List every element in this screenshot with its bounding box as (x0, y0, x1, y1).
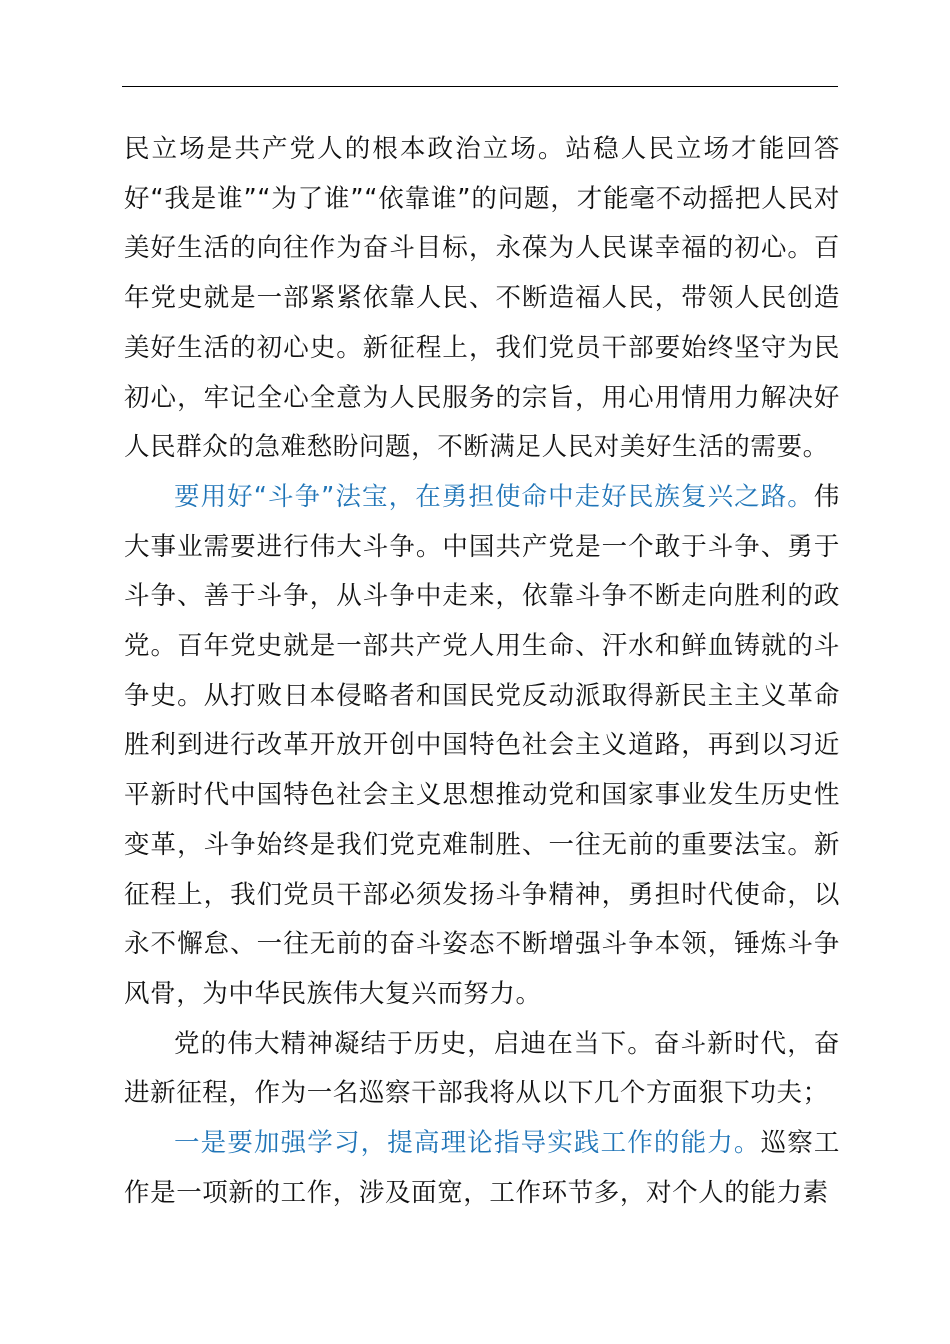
paragraph-spirit (124, 1020, 840, 1119)
paragraph-text: 伟大事业需要进行伟大斗争。中国共产党是一个敢于斗争、勇于斗争、善于斗争，从斗争中走来，依靠斗争不断走向胜利的政党。百年党史就是一部共产党人用生命、汗水和鲜血铸就的斗争史。从打败日本侵略者和国民党反动派取得新民主主义革命胜利到进行改革开放开创中国特色社会主义道路，再到以习近平新时代中国特色社会主义思想推动党和国家事业发生历史性变革，斗争始终是我们党克难制胜、一往无前的重要法宝。新征程上，我们党员干部必须发扬斗争精神，勇担时代使命，以永不懈怠、一往无前的奋斗姿态不断增强斗争本领，锤炼斗争风骨，为中华民族伟大复兴而努力。 (124, 481, 840, 1009)
paragraph-text: 巡察工作是一项新的工作，涉及面宽，工作环节多，对个人的能力素 (124, 1128, 840, 1208)
paragraph-heading-highlight: 一是要加强学习，提高理论指导实践工作的能力。 (174, 1128, 761, 1159)
body-text (124, 125, 840, 1218)
paragraph-struggle (124, 473, 840, 1020)
header-rule (122, 86, 838, 87)
paragraph-text: 民立场是共产党人的根本政治立场。站稳人民立场才能回答好“我是谁”“为了谁”“依靠谁”的问题，才能毫不动摇把人民对美好生活的向往作为奋斗目标，永葆为人民谋幸福的初心。百年党史就是一部紧紧依靠人民、不断造福人民，带领人民创造美好生活的初心史。新征程上，我们党员干部要始终坚守为民初心，牢记全心全意为人民服务的宗旨，用心用情用力解决好人民群众的急难愁盼问题，不断满足人民对美好生活的需要。 (124, 134, 840, 463)
paragraph-study (124, 1119, 840, 1218)
paragraph-people-stance (124, 125, 840, 473)
paragraph-heading-highlight: 要用好“斗争”法宝，在勇担使命中走好民族复兴之路。 (174, 481, 814, 512)
paragraph-text: 党的伟大精神凝结于历史，启迪在当下。奋斗新时代，奋进新征程，作为一名巡察干部我将从以下几个方面狠下功夫； (124, 1028, 840, 1109)
